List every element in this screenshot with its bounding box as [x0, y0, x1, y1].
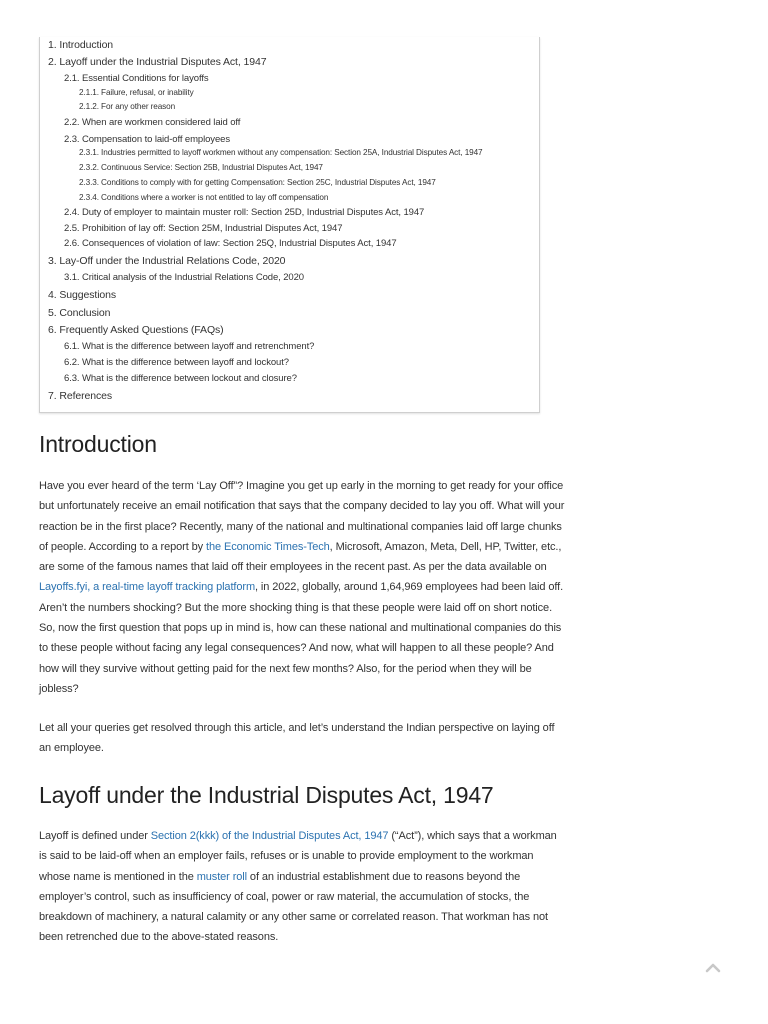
- intro-paragraph: [39, 476, 567, 699]
- scroll-to-top-button[interactable]: [703, 958, 723, 978]
- toc-item[interactable]: 3. Lay-Off under the Industrial Relations Code, 2020: [48, 255, 286, 267]
- toc-item[interactable]: 2.3.3. Conditions to comply with for getting Compensation: Section 25C, Industrial Disputes Act, 1947: [79, 178, 436, 187]
- toc-item[interactable]: 2.2. When are workmen considered laid off: [64, 117, 241, 128]
- layoff-paragraph: [39, 826, 567, 948]
- toc-item[interactable]: 6.3. What is the difference between lockout and closure?: [64, 373, 297, 384]
- table-of-contents: [39, 37, 540, 413]
- section-heading-layoff: Layoff under the Industrial Disputes Act, 1947: [39, 782, 494, 808]
- toc-item[interactable]: 6.1. What is the difference between layoff and retrenchment?: [64, 341, 315, 352]
- toc-item[interactable]: 2.1.2. For any other reason: [79, 102, 176, 111]
- toc-item[interactable]: 2.4. Duty of employer to maintain muster roll: Section 25D, Industrial Disputes Act, 1947: [64, 207, 425, 218]
- paragraph-text: Have you ever heard of the term ‘Lay Off”? Imagine you get up early in the morning to get ready for your office but unfortunately receive an email notification that says that the company decided to lay you off. What will your reaction be in the first place? Recently, many of the national and multinational companies laid off large chunks of people. According to a report by: [39, 480, 565, 553]
- toc-item[interactable]: 7. References: [48, 390, 113, 402]
- toc-item[interactable]: 6.2. What is the difference between layoff and lockout?: [64, 357, 289, 368]
- toc-item[interactable]: 2.3.1. Industries permitted to layoff workmen without any compensation: Section 25A, Industrial Disputes Act, 1947: [79, 148, 483, 157]
- toc-item[interactable]: 2.1. Essential Conditions for layoffs: [64, 73, 209, 84]
- toc-item[interactable]: 2.3.2. Continuous Service: Section 25B, Industrial Disputes Act, 1947: [79, 163, 323, 172]
- layoffs-fyi-link[interactable]: Layoffs.fyi, a real-time layoff tracking platform: [39, 581, 256, 594]
- intro-paragraph-2: Let all your queries get resolved through this article, and let’s understand the Indian perspective on laying off an employee.: [39, 722, 555, 755]
- paragraph-text: , in 2022, globally, around 1,64,969 employees had been laid off. Aren’t the numbers shocking? But the more shocking thing is that these people were laid off on short notice. So, now the first question that pops up in mind is, how can these national and multinational companies do this to these people without facing any legal consequences? And now, what will happen to all these people? And how will they survive without getting paid for the next few months? Also, for the period when they will be jobless?: [39, 581, 564, 695]
- toc-item[interactable]: 2.6. Consequences of violation of law: Section 25Q, Industrial Disputes Act, 1947: [64, 238, 397, 249]
- toc-item[interactable]: 5. Conclusion: [48, 307, 111, 319]
- paragraph-text: , Microsoft, Amazon, Meta, Dell, HP, Twitter, etc., are some of the famous names that laid off their employees in the recent past. As per the data available on: [39, 540, 562, 574]
- economic-times-link[interactable]: the Economic Times-Tech: [206, 540, 330, 553]
- section-heading-introduction: Introduction: [39, 431, 157, 457]
- paragraph-text: of an industrial establishment due to reasons beyond the employer’s control, such as insufficiency of coal, power or raw material, the accumulation of stocks, the breakdown of machinery, a natural calamity or any other same or correlated reason. That workman has not been retrenched due to the above-stated reasons.: [39, 870, 548, 944]
- toc-item[interactable]: 6. Frequently Asked Questions (FAQs): [48, 324, 224, 336]
- muster-roll-link[interactable]: muster roll: [196, 870, 247, 883]
- paragraph-text: (“Act”), which says that a workman is said to be laid-off when an employer fails, refuses or is unable to provide employment to the workman whose name is mentioned in the: [39, 830, 557, 883]
- toc-item[interactable]: 4. Suggestions: [48, 289, 117, 301]
- toc-item[interactable]: 2. Layoff under the Industrial Disputes Act, 1947: [48, 56, 267, 68]
- toc-item[interactable]: 2.3. Compensation to laid-off employees: [64, 134, 230, 145]
- section-2kkk-link[interactable]: Section 2(kkk) of the Industrial Disputes Act, 1947: [150, 830, 389, 842]
- toc-item[interactable]: 2.3.4. Conditions where a worker is not entitled to lay off compensation: [79, 193, 329, 202]
- toc-item[interactable]: 3.1. Critical analysis of the Industrial Relations Code, 2020: [64, 272, 304, 283]
- toc-item[interactable]: 2.1.1. Failure, refusal, or inability: [79, 88, 194, 97]
- paragraph-text: Layoff is defined under: [39, 830, 151, 842]
- chevron-up-icon: [703, 958, 723, 978]
- toc-item[interactable]: 2.5. Prohibition of lay off: Section 25M, Industrial Disputes Act, 1947: [64, 223, 343, 234]
- toc-item[interactable]: 1. Introduction: [48, 39, 114, 51]
